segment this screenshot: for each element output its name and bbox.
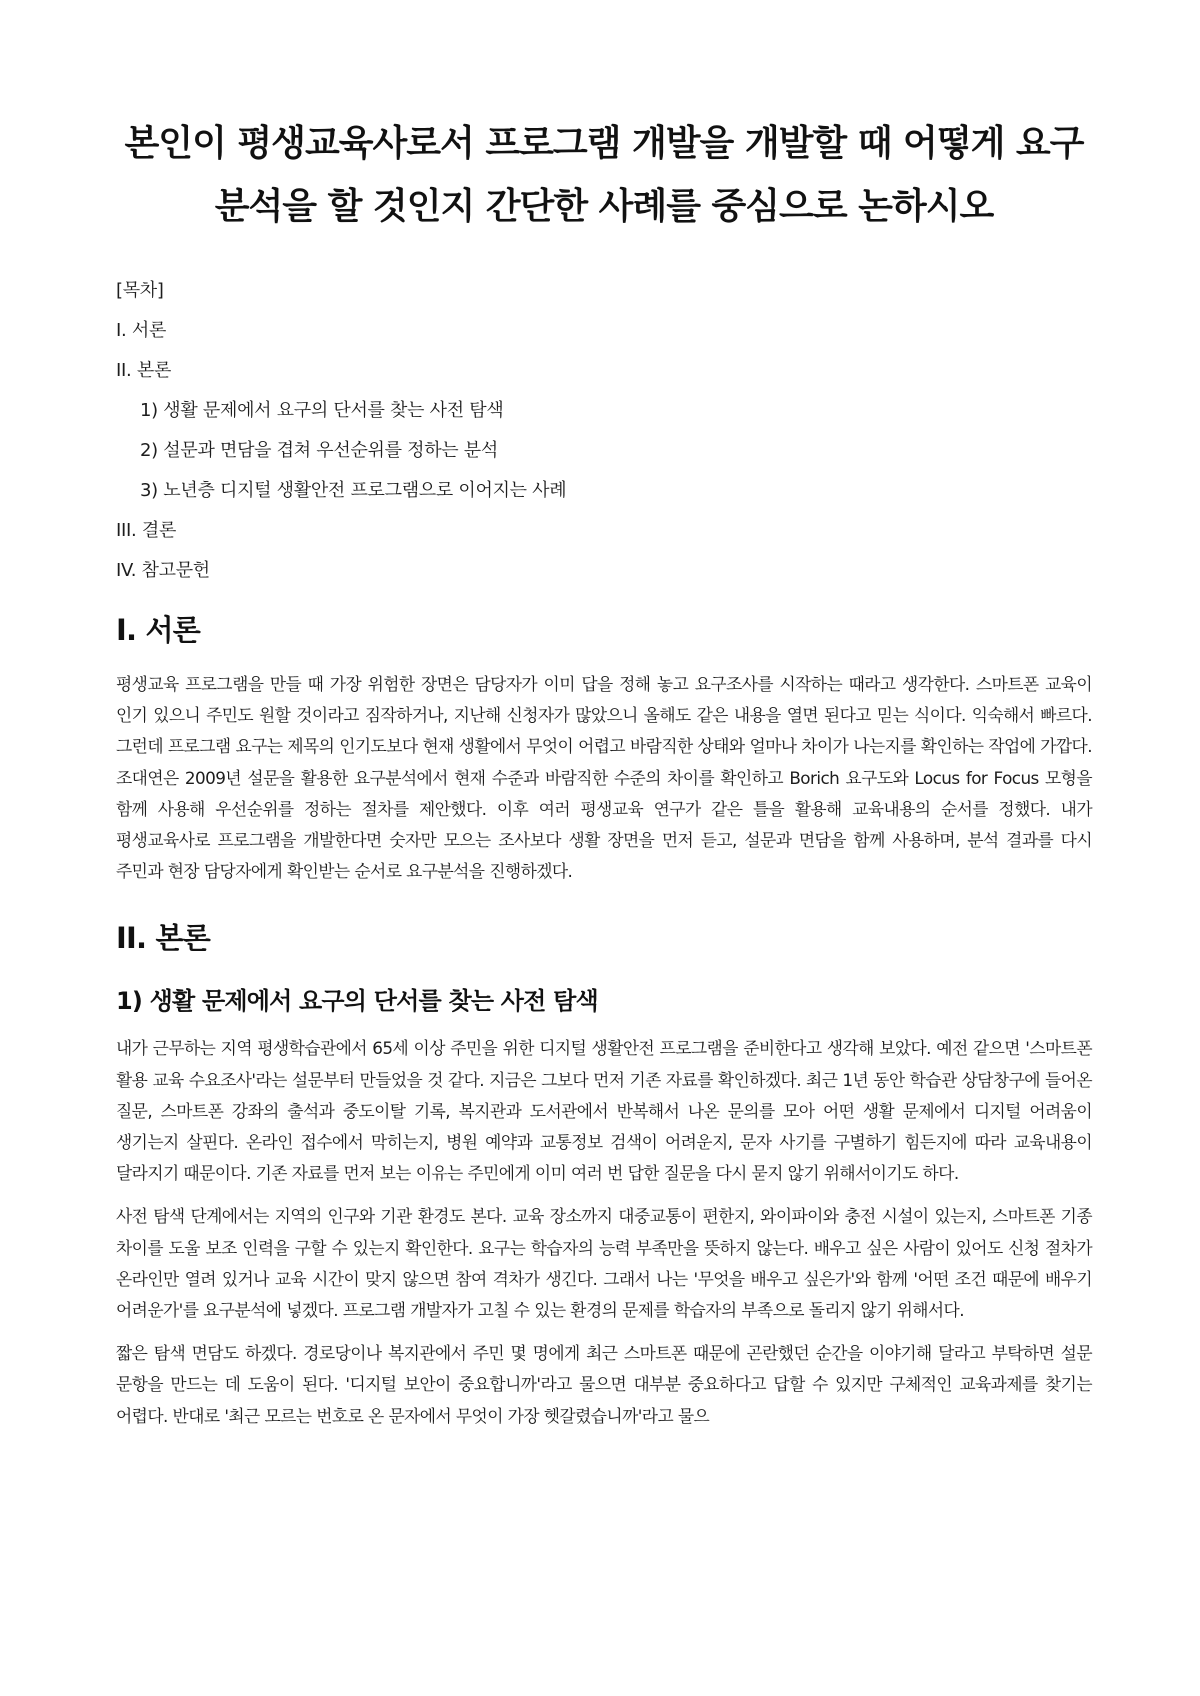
section-heading: I. 서론	[116, 613, 200, 647]
subsection-heading: 1) 생활 문제에서 요구의 단서를 찾는 사전 탐색	[116, 987, 598, 1016]
section-body	[116, 917, 1092, 1431]
paragraph: 사전 탐색 단계에서는 지역의 인구와 기관 환경도 본다. 교육 장소까지 대중교통이 편한지, 와이파이와 충전 시설이 있는지, 스마트폰 기종 차이를 도울 보조 인력을 구할 수 있는지 확인한다. 요구는 학습자의 능력 부족만을 뜻하지 않는다. 배우고 싶은 사람이 있어도 신청 절차가 온라인만 열려 있거나 교육 시간이 맞지 않으면 참여 격차가 생긴다. 그래서 나는 '무엇을 배우고 싶은가'와 함께 '어떤 조건 때문에 배우기 어려운가'를 요구분석에 넣겠다. 프로그램 개발자가 고칠 수 있는 환경의 문제를 학습자의 부족으로 돌리지 않기 위해서다.	[116, 1206, 1092, 1321]
section-spacer	[116, 899, 1092, 917]
table-of-contents	[116, 278, 1092, 583]
toc-item: II. 본론	[116, 360, 172, 381]
section-introduction	[116, 609, 1092, 887]
section-heading: II. 본론	[116, 921, 210, 956]
toc-item: I. 서론	[116, 320, 167, 341]
toc-item: 2) 설문과 면담을 겹쳐 우선순위를 정하는 분석	[140, 440, 498, 461]
paragraph: 평생교육 프로그램을 만들 때 가장 위험한 장면은 담당자가 이미 답을 정해 놓고 요구조사를 시작하는 때라고 생각한다. 스마트폰 교육이 인기 있으니 주민도 원할 것이라고 짐작하거나, 지난해 신청자가 많았으니 올해도 같은 내용을 열면 된다고 믿는 식이다. 익숙해서 빠르다. 그런데 프로그램 요구는 제목의 인기도보다 현재 생활에서 무엇이 어렵고 바람직한 상태와 얼마나 차이가 나는지를 확인하는 작업에 가깝다. 조대연은 2009년 설문을 활용한 요구분석에서 현재 수준과 바람직한 수준의 차이를 확인하고 Borich 요구도와 Locus for Focus 모형을 함께 사용해 우선순위를 정하는 절차를 제안했다. 이후 여러 평생교육 연구가 같은 틀을 활용해 교육내용의 순서를 정했다. 내가 평생교육사로 프로그램을 개발한다면 숫자만 모으는 조사보다 생활 장면을 먼저 듣고, 설문과 면담을 함께 사용하며, 분석 결과를 다시 주민과 현장 담당자에게 확인받는 순서로 요구분석을 진행하겠다.	[116, 674, 1092, 882]
document-title: 본인이 평생교육사로서 프로그램 개발을 개발할 때 어떻게 요구분석을 할 것인지 간단한 사례를 중심으로 논하시오	[124, 123, 1084, 227]
toc-label: [목차]	[116, 280, 164, 301]
paragraph: 짧은 탐색 면담도 하겠다. 경로당이나 복지관에서 주민 몇 명에게 최근 스마트폰 때문에 곤란했던 순간을 이야기해 달라고 부탁하면 설문 문항을 만드는 데 도움이 된다. '디지털 보안이 중요합니까'라고 물으면 대부분 중요하다고 답할 수 있지만 구체적인 교육과제를 찾기는 어렵다. 반대로 '최근 모르는 번호로 온 문자에서 무엇이 가장 헷갈렸습니까'라고 물으	[116, 1343, 1092, 1426]
toc-item: 3) 노년층 디지털 생활안전 프로그램으로 이어지는 사례	[140, 480, 567, 501]
toc-item: 1) 생활 문제에서 요구의 단서를 찾는 사전 탐색	[140, 400, 504, 421]
toc-item: III. 결론	[116, 520, 177, 541]
toc-item: IV. 참고문헌	[116, 560, 210, 581]
paragraph: 내가 근무하는 지역 평생학습관에서 65세 이상 주민을 위한 디지털 생활안전 프로그램을 준비한다고 생각해 보았다. 예전 같으면 '스마트폰 활용 교육 수요조사'라는 설문부터 만들었을 것 같다. 지금은 그보다 먼저 기존 자료를 확인하겠다. 최근 1년 동안 학습관 상담창구에 들어온 질문, 스마트폰 강좌의 출석과 중도이탈 기록, 복지관과 도서관에서 반복해서 나온 문의를 모아 어떤 생활 문제에서 디지털 어려움이 생기는지 살핀다. 온라인 접수에서 막히는지, 병원 예약과 교통정보 검색이 어려운지, 문자 사기를 구별하기 힘든지에 따라 교육내용이 달라지기 때문이다. 기존 자료를 먼저 보는 이유는 주민에게 이미 여러 번 답한 질문을 다시 묻지 않기 위해서이기도 하다.	[116, 1038, 1092, 1184]
